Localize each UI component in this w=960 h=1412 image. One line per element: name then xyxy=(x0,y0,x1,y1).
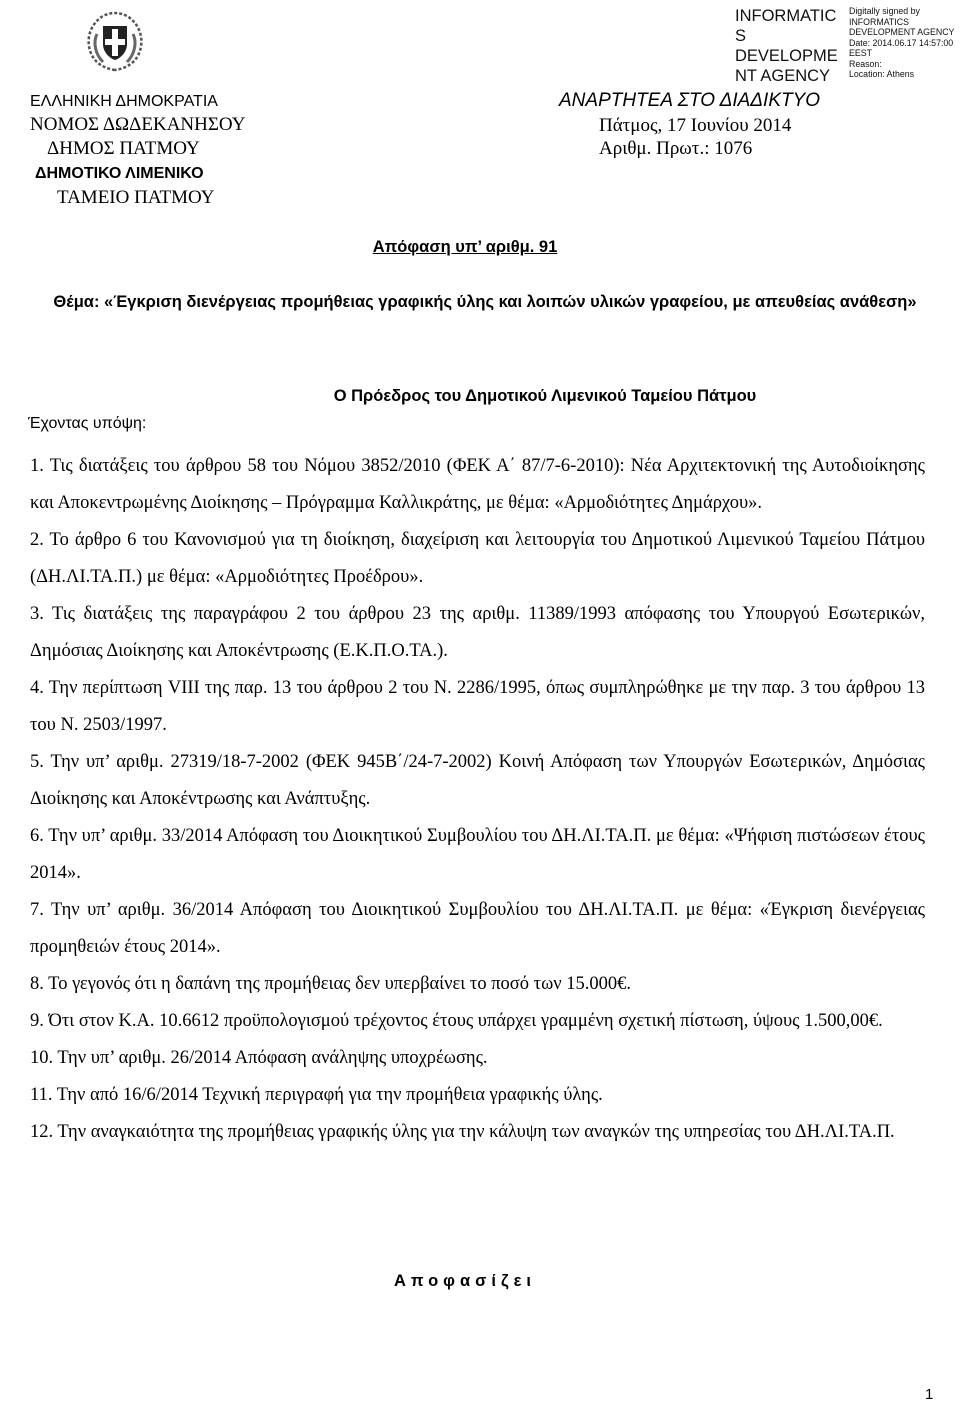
place-date: Πάτμος, 17 Ιουνίου 2014 xyxy=(599,115,792,136)
posted-online-label: ΑΝΑΡΤΗΤΕΑ ΣΤΟ ΔΙΑΔΙΚΤΥΟ xyxy=(559,90,821,111)
signature-org-line: INFORMATIC xyxy=(735,7,837,25)
decision-heading: Αποφασίζει xyxy=(394,1272,536,1290)
list-item: 9. Ότι στον Κ.Α. 10.6612 προϋπολογισμού τρέχοντος έτους υπάρχει γραμμένη σχετική πίστωση, ύψους 1.500,00€. xyxy=(30,1011,883,1031)
issuer-line: ΝΟΜΟΣ ΔΩΔΕΚΑΝΗΣΟΥ xyxy=(30,114,246,135)
issuer-line: ΤΑΜΕΙΟ ΠΑΤΜΟΥ xyxy=(57,187,215,208)
signature-detail-line: EEST xyxy=(849,48,872,58)
list-item: 8. Το γεγονός ότι η δαπάνη της προμήθειας δεν υπερβαίνει το ποσό των 15.000€. xyxy=(30,974,631,994)
signature-org-line: S xyxy=(735,27,747,45)
signature-detail-line: Reason: xyxy=(849,58,882,69)
signature-detail-line: Location: Athens xyxy=(849,69,915,79)
protocol-number: Αριθμ. Πρωτ.: 1076 xyxy=(599,138,753,159)
list-item: 6. Την υπ’ αριθμ. 33/2014 Απόφαση του Διοικητικού Συμβουλίου του ΔΗ.ΛΙ.ΤΑ.Π. με θέμα: «Ψήφιση πιστώσεων έτους 2014». xyxy=(30,826,925,883)
issuer-line: ΔΗΜΟΤΙΚΟ ΛΙΜΕΝΙΚΟ xyxy=(35,165,204,182)
signature-detail-line: Date: 2014.06.17 14:57:00 xyxy=(849,37,954,48)
issuer-line: ΔΗΜΟΣ ΠΑΤΜΟΥ xyxy=(47,138,200,159)
considering-label: Έχοντας υπόψη: xyxy=(28,415,147,432)
list-item: 5. Την υπ’ αριθμ. 27319/18-7-2002 (ΦΕΚ 945Β΄/24-7-2002) Κοινή Απόφαση των Υπουργών Εσωτερικών, Δημόσιας Διοίκησης και Αποκέντρωσης και Ανάπτυξης. xyxy=(30,752,925,809)
president-heading: Ο Πρόεδρος του Δημοτικού Λιμενικού Ταμείου Πάτμου xyxy=(333,387,757,405)
signature-detail-line: Digitally signed by xyxy=(849,6,920,16)
list-item: 4. Την περίπτωση VIII της παρ. 13 του άρθρου 2 του Ν. 2286/1995, όπως συμπληρώθηκε με την παρ. 3 του άρθρου 13 του Ν. 2503/1997. xyxy=(30,678,925,735)
signature-org-name xyxy=(735,6,838,86)
signature-detail-line: INFORMATICS xyxy=(849,16,909,27)
subject-line: Θέμα: «Έγκριση διενέργειας προμήθειας γραφικής ύλης και λοιπών υλικών γραφείου, με απευθείας ανάθεση» xyxy=(53,293,917,311)
greek-emblem-icon xyxy=(79,4,151,76)
list-item: 12. Την αναγκαιότητα της προμήθειας γραφικής ύλης για την κάλυψη των αναγκών της υπηρεσίας του ΔΗ.ΛΙ.ΤΑ.Π. xyxy=(30,1122,895,1142)
list-item: 7. Την υπ’ αριθμ. 36/2014 Απόφαση του Διοικητικού Συμβουλίου του ΔΗ.ΛΙ.ΤΑ.Π. με θέμα: «Έγκριση διενέργειας προμηθειών έτους 2014». xyxy=(30,900,925,957)
signature-org-line: DEVELOPME xyxy=(735,47,838,65)
list-item: 11. Την από 16/6/2014 Τεχνική περιγραφή για την προμήθεια γραφικής ύλης. xyxy=(30,1085,603,1105)
signature-org-line: NT AGENCY xyxy=(735,67,831,85)
decision-title: Απόφαση υπ’ αριθμ. 91 xyxy=(372,238,558,256)
page-number: 1 xyxy=(925,1386,934,1403)
list-item: 3. Τις διατάξεις της παραγράφου 2 του άρθρου 23 της αριθμ. 11389/1993 απόφασης του Υπουργού Εσωτερικών, Δημόσιας Διοίκησης και Αποκέντρωσης (Ε.Κ.Π.Ο.ΤΑ.). xyxy=(30,604,925,661)
issuer-line: ΕΛΛΗΝΙΚΗ ΔΗΜΟΚΡΑΤΙΑ xyxy=(30,93,218,110)
list-item: 1. Τις διατάξεις του άρθρου 58 του Νόμου 3852/2010 (ΦΕΚ Α΄ 87/7-6-2010): Νέα Αρχιτεκτονική της Αυτοδιοίκησης και Αποκεντρωμένης Διοίκησης – Πρόγραμμα Καλλικράτης, με θέμα: «Αρμοδιότητες Δημάρχου». xyxy=(30,456,925,513)
list-item: 10. Την υπ’ αριθμ. 26/2014 Απόφαση ανάληψης υποχρέωσης. xyxy=(30,1048,488,1068)
list-item: 2. Το άρθρο 6 του Κανονισμού για τη διοίκηση, διαχείριση και λειτουργία του Δημοτικού Λιμενικού Ταμείου Πάτμου (ΔΗ.ΛΙ.ΤΑ.Π.) με θέμα: «Αρμοδιότητες Προέδρου». xyxy=(30,530,925,587)
signature-detail-line: DEVELOPMENT AGENCY xyxy=(849,27,955,37)
signature-details xyxy=(849,6,954,80)
considerations-list xyxy=(30,448,925,1151)
